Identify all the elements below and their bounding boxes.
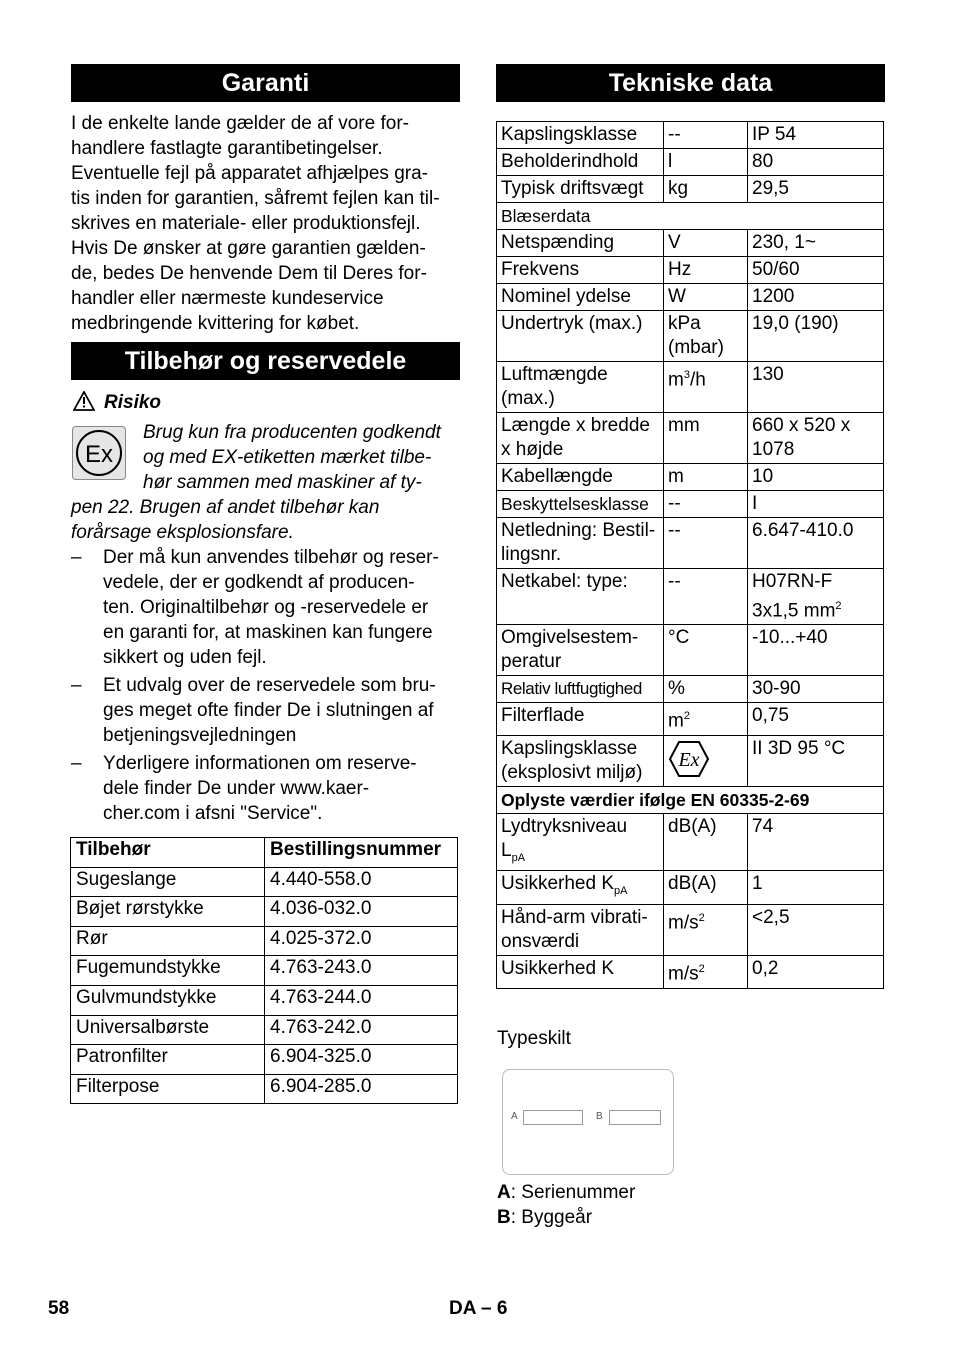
typeplate-legend — [497, 1180, 635, 1230]
table-row — [497, 871, 884, 905]
spec-name: Kapslingsklasse (eksplosivt miljø) — [497, 735, 664, 786]
dash-marker: – — [71, 547, 82, 568]
text-line: I de enkelte lande gælder de af vore for- — [71, 113, 409, 134]
spec-value: 19,0 (190) — [748, 311, 884, 362]
ex-label-icon — [72, 426, 126, 480]
table-row — [497, 122, 884, 149]
table-cell: Sugeslange — [71, 867, 265, 897]
spec-unit: $m^3/h$ — [664, 362, 748, 413]
spec-unit: mm — [664, 413, 748, 464]
tech-data-table — [496, 121, 884, 989]
spec-unit: -- — [664, 122, 748, 149]
text-line: de, bedes De henvende Dem til Deres for- — [71, 263, 427, 284]
spec-unit: $m^2$ — [664, 703, 748, 735]
spec-name: Netspænding — [497, 230, 664, 257]
text-line: cher.com i afsni "Service". — [103, 803, 323, 824]
table-row — [71, 1015, 458, 1045]
spec-name: Kapslingsklasse — [497, 122, 664, 149]
spec-value: 660 x 520 x 1078 — [748, 413, 884, 464]
legend-item — [497, 1205, 635, 1230]
spec-value: 29,5 — [748, 176, 884, 203]
section-label: Blæserdata — [497, 203, 884, 230]
tech-data-heading: Tekniske data — [496, 64, 885, 102]
spec-unit: Hz — [664, 257, 748, 284]
table-row — [497, 311, 884, 362]
text-line: hør sammen med maskiner af ty- — [143, 472, 422, 493]
text-line: Yderligere informationen om reserve- — [103, 753, 417, 774]
table-cell: 6.904-285.0 — [265, 1074, 458, 1104]
spec-unit: -- — [664, 491, 748, 518]
spec-unit: -- — [664, 518, 748, 569]
table-cell: Gulvmundstykke — [71, 985, 265, 1015]
section-indicator: DA – 6 — [449, 1298, 508, 1319]
accessories-heading: Tilbehør og reservedele — [71, 342, 460, 380]
section-row — [497, 203, 884, 230]
spec-unit: V — [664, 230, 748, 257]
spec-unit: dB(A) — [664, 871, 748, 905]
spec-name: Usikkerhed K — [497, 956, 664, 988]
spec-name: Beholderindhold — [497, 149, 664, 176]
legend-key: A — [497, 1182, 511, 1203]
table-row — [497, 149, 884, 176]
spec-unit: kg — [664, 176, 748, 203]
text-line: skrives en materiale- eller produktionsfejl. — [71, 213, 421, 234]
table-row — [497, 362, 884, 413]
spec-name: Hånd-arm vibrati- onsværdi — [497, 905, 664, 956]
table-row — [497, 518, 884, 569]
text-line: Der må kun anvendes tilbehør og reser- — [103, 547, 439, 568]
spec-unit: % — [664, 676, 748, 703]
svg-text:Ex: Ex — [678, 748, 700, 771]
table-cell: Filterpose — [71, 1074, 265, 1104]
dash-marker: – — [71, 753, 82, 774]
spec-unit — [664, 735, 748, 786]
spec-name: Filterflade — [497, 703, 664, 735]
table-row — [497, 676, 884, 703]
text-line: medbringende kvittering for købet. — [71, 313, 360, 334]
text-line: ges meget ofte finder De i slutningen af — [103, 700, 434, 721]
text-line: Brug kun fra producenten godkendt — [143, 422, 441, 443]
spec-value: 0,75 — [748, 703, 884, 735]
spec-name: Usikkerhed $K_{pA}$ — [497, 871, 664, 905]
table-row — [497, 735, 884, 786]
table-row — [497, 230, 884, 257]
typeplate-title: Typeskilt — [497, 1028, 571, 1049]
table-cell: Universalbørste — [71, 1015, 265, 1045]
table-cell: Patronfilter — [71, 1045, 265, 1075]
legend-item — [497, 1180, 635, 1205]
spec-name: Typisk driftsvægt — [497, 176, 664, 203]
garanti-heading: Garanti — [71, 64, 460, 102]
table-row — [497, 569, 884, 625]
table-cell: 4.763-244.0 — [265, 985, 458, 1015]
spec-name: Kabellængde — [497, 464, 664, 491]
spec-name: Relativ luftfugtighed — [497, 676, 664, 703]
spec-unit: $m/s^2$ — [664, 905, 748, 956]
year-box — [609, 1110, 661, 1125]
table-row — [497, 464, 884, 491]
text-line: en garanti for, at maskinen kan fungere — [103, 622, 433, 643]
section-label: Oplyste værdier ifølge EN 60335-2-69 — [497, 786, 884, 813]
spec-value: IP 54 — [748, 122, 884, 149]
text-line: ten. Originaltilbehør og -reservedele er — [103, 597, 429, 618]
garanti-paragraph — [71, 111, 463, 336]
spec-unit: m — [664, 464, 748, 491]
text-line: handler eller nærmeste kundeservice — [71, 288, 384, 309]
text-line: og med EX-etiketten mærket tilbe- — [143, 447, 432, 468]
table-header-row — [71, 838, 458, 868]
table-row — [497, 905, 884, 956]
spec-name: Beskyttelsesklasse — [497, 491, 664, 518]
list-item — [71, 751, 466, 826]
table-header: Tilbehør — [71, 838, 265, 868]
text-line: pen 22. Brugen af andet tilbehør kan — [71, 497, 380, 518]
text-line: Eventuelle fejl på apparatet afhjælpes gra- — [71, 163, 429, 184]
text-line: dele finder De under www.kaer- — [103, 778, 370, 799]
table-cell: 4.440-558.0 — [265, 867, 458, 897]
table-row — [497, 176, 884, 203]
dash-marker: – — [71, 675, 82, 696]
spec-name: Netledning: Bestil- lingsnr. — [497, 518, 664, 569]
text-line: forårsage eksplosionsfare. — [71, 522, 294, 543]
spec-value: <2,5 — [748, 905, 884, 956]
list-item — [71, 673, 466, 748]
warning-triangle-icon — [73, 391, 95, 411]
legend-key: B — [497, 1207, 511, 1228]
typeplate-image — [502, 1069, 674, 1175]
table-cell: Rør — [71, 926, 265, 956]
svg-text:Ex: Ex — [84, 441, 114, 468]
spec-unit: dB(A) — [664, 813, 748, 871]
spec-value: 6.647-410.0 — [748, 518, 884, 569]
table-row — [71, 926, 458, 956]
table-cell: 4.025-372.0 — [265, 926, 458, 956]
text-line: Hvis De ønsker at gøre garantien gælden- — [71, 238, 426, 259]
spec-value: 74 — [748, 813, 884, 871]
spec-unit: l — [664, 149, 748, 176]
spec-unit: W — [664, 284, 748, 311]
table-row — [497, 625, 884, 676]
table-row — [497, 813, 884, 871]
table-cell: Bøjet rørstykke — [71, 897, 265, 927]
spec-name: Længde x bredde x højde — [497, 413, 664, 464]
accessories-table — [70, 837, 458, 1104]
table-row — [71, 1045, 458, 1075]
typeplate-label-a: A — [511, 1111, 518, 1122]
spec-value: 1 — [748, 871, 884, 905]
table-cell: 6.904-325.0 — [265, 1045, 458, 1075]
spec-name: Netkabel: type: — [497, 569, 664, 625]
table-cell: 4.763-242.0 — [265, 1015, 458, 1045]
table-row — [71, 1074, 458, 1104]
spec-unit: -- — [664, 569, 748, 625]
spec-value: 30-90 — [748, 676, 884, 703]
legend-text: : Serienummer — [510, 1182, 636, 1203]
page-number: 58 — [48, 1298, 70, 1319]
table-row — [497, 703, 884, 735]
risk-label: Risiko — [104, 392, 162, 413]
table-row — [497, 257, 884, 284]
ex-hexagon-icon — [668, 740, 710, 778]
serial-number-box — [523, 1110, 583, 1125]
text-line: tis inden for garantien, såfremt fejlen kan til- — [71, 188, 440, 209]
spec-value: -10...+40 — [748, 625, 884, 676]
text-line: betjeningsvejledningen — [103, 725, 297, 746]
spec-value: 230, 1~ — [748, 230, 884, 257]
table-cell: 4.763-243.0 — [265, 956, 458, 986]
table-row — [71, 897, 458, 927]
warning-text-cont — [71, 495, 463, 545]
text-line: handlere fastlagte garantibetingelser. — [71, 138, 383, 159]
table-cell: Fugemundstykke — [71, 956, 265, 986]
spec-name: Undertryk (max.) — [497, 311, 664, 362]
text-line: vedele, der er godkendt af producen- — [103, 572, 415, 593]
spec-value: II 3D 95 °C — [748, 735, 884, 786]
risk-line — [71, 390, 271, 415]
table-header: Bestillingsnummer — [265, 838, 458, 868]
table-row — [497, 491, 884, 518]
table-row — [71, 956, 458, 986]
list-item — [71, 545, 466, 670]
table-row — [497, 956, 884, 988]
section-row — [497, 786, 884, 813]
warning-text — [143, 420, 463, 495]
spec-name: Lydtryksniveau $L_{pA}$ — [497, 813, 664, 871]
spec-value: 130 — [748, 362, 884, 413]
spec-value: 10 — [748, 464, 884, 491]
text-line: sikkert og uden fejl. — [103, 647, 267, 668]
spec-name: Luftmængde (max.) — [497, 362, 664, 413]
table-row — [71, 985, 458, 1015]
spec-unit: °C — [664, 625, 748, 676]
spec-value: I — [748, 491, 884, 518]
spec-name: Nominel ydelse — [497, 284, 664, 311]
table-row — [497, 413, 884, 464]
table-row — [497, 284, 884, 311]
spec-value: 0,2 — [748, 956, 884, 988]
table-row — [71, 867, 458, 897]
spec-name: Omgivelsestem- peratur — [497, 625, 664, 676]
spec-name: Frekvens — [497, 257, 664, 284]
spec-value: 80 — [748, 149, 884, 176]
spec-unit: kPa (mbar) — [664, 311, 748, 362]
spec-value: H07RN-F 3x1,5 $mm^2$ — [748, 569, 884, 625]
spec-value: 1200 — [748, 284, 884, 311]
typeplate-label-b: B — [596, 1111, 603, 1122]
spec-value: 50/60 — [748, 257, 884, 284]
table-cell: 4.036-032.0 — [265, 897, 458, 927]
spec-unit: $m/s^2$ — [664, 956, 748, 988]
text-line: Et udvalg over de reservedele som bru- — [103, 675, 436, 696]
legend-text: : Byggeår — [510, 1207, 593, 1228]
info-list — [71, 545, 466, 826]
